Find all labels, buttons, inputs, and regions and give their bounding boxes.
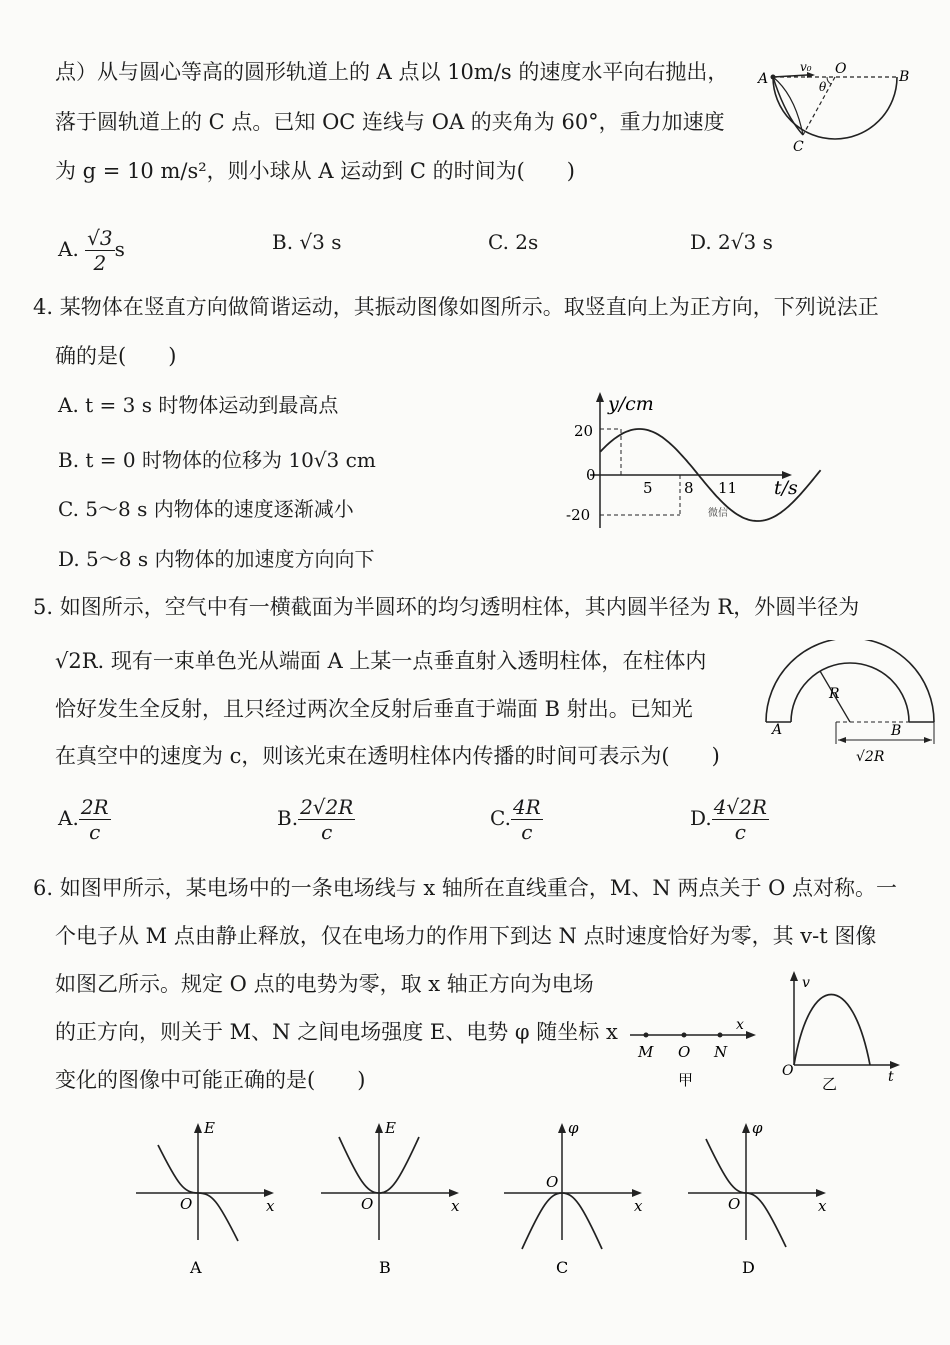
q5-option-d-letter: D. <box>690 806 712 830</box>
q6-graph-a[interactable] <box>130 1115 280 1280</box>
q6-yi-o: O <box>782 1063 794 1079</box>
q6-graph-c-ylabel: φ <box>568 1119 579 1137</box>
q4-watermark: 微信 <box>708 508 728 519</box>
q3-option-b[interactable]: B. √3 s <box>272 230 342 254</box>
q4-chart <box>560 388 860 538</box>
q5-option-a-letter: A. <box>58 806 79 830</box>
q4-xtick-11: 11 <box>718 479 738 497</box>
q3-option-d[interactable]: D. 2√3 s <box>690 230 773 254</box>
q5-option-c[interactable] <box>490 795 543 844</box>
q3-option-a[interactable]: A. $\frac{√3}{2}$ s <box>58 226 125 275</box>
q4-line-1: 4. 某物体在竖直方向做简谐运动，其振动图像如图所示。取竖直向上为正方向，下列说法正 <box>33 295 879 319</box>
q3-label-a: A <box>758 71 769 87</box>
q6-graph-d-origin: O <box>728 1195 741 1213</box>
q3-label-theta: θ <box>819 80 827 94</box>
q6-line-4: 的正方向，则关于 M、N 之间电场强度 E、电势 φ 随坐标 x <box>55 1020 618 1044</box>
q5-option-c-num: 4R <box>512 795 541 819</box>
q4-option-a[interactable]: A. t = 3 s 时物体运动到最高点 <box>58 393 339 417</box>
q4-xtick-8: 8 <box>684 479 694 497</box>
q6-line-3: 如图乙所示。规定 O 点的电势为零，取 x 轴正方向为电场 <box>55 972 594 996</box>
q5-label-b: B <box>891 723 902 739</box>
q6-yi-t: t <box>888 1069 894 1085</box>
q6-yi-v: v <box>802 975 810 991</box>
q6-graph-a-origin: O <box>180 1195 193 1213</box>
q5-option-a[interactable] <box>58 795 111 844</box>
q5-option-a-num: 2R <box>80 795 109 819</box>
q5-label-a: A <box>772 722 783 738</box>
q6-jia-n: N <box>714 1043 728 1061</box>
q6-figure-yi <box>778 965 908 1095</box>
q6-graph-d-xlabel: x <box>818 1197 827 1215</box>
q4-ylabel: y/cm <box>608 393 654 415</box>
q5-option-b-den: c <box>321 820 333 844</box>
q5-line-3: 恰好发生全反射，且只经过两次全反射后垂直于端面 B 射出。已知光 <box>55 697 693 721</box>
q3-line-2: 落于圆轨道上的 C 点。已知 OC 连线与 OA 的夹角为 60°，重力加速度 <box>55 110 725 134</box>
q5-option-a-den: c <box>89 820 101 844</box>
q3-label-v0: v₀ <box>800 60 812 74</box>
q6-graph-b-origin: O <box>361 1195 374 1213</box>
q6-graph-c-xlabel: x <box>634 1197 643 1215</box>
q6-graph-b-xlabel: x <box>451 1197 460 1215</box>
q3-label-c: C <box>793 139 804 155</box>
q6-line-1: 6. 如图甲所示，某电场中的一条电场线与 x 轴所在直线重合，M、N 两点关于 O 点对称。一 <box>33 876 898 900</box>
q5-option-d-num: 4√2R <box>713 795 767 819</box>
q5-option-b-letter: B. <box>277 806 299 830</box>
q4-option-d[interactable]: D. 5～8 s 内物体的加速度方向向下 <box>58 547 375 571</box>
q6-graph-a-letter: A <box>190 1258 202 1277</box>
q5-option-d[interactable] <box>690 795 769 844</box>
q3-option-c[interactable]: C. 2s <box>488 230 539 254</box>
q5-label-r: R <box>829 686 840 702</box>
q3-figure <box>755 55 925 155</box>
q6-yi-caption: 乙 <box>822 1075 838 1093</box>
q4-xlabel: t/s <box>774 477 798 499</box>
q4-ytick-neg20: -20 <box>566 506 591 524</box>
q6-graph-c[interactable] <box>498 1115 648 1280</box>
q5-label-outer: √2R <box>856 749 885 765</box>
q6-line-5: 变化的图像中可能正确的是( ) <box>55 1068 366 1092</box>
q6-line-2: 个电子从 M 点由静止释放，仅在电场力的作用下到达 N 点时速度恰好为零，其 v-t 图像 <box>55 924 877 948</box>
q3-line-1: 点）从与圆心等高的圆形轨道上的 A 点以 10m/s 的速度水平向右抛出， <box>55 60 729 84</box>
q6-graph-c-origin: O <box>546 1173 559 1191</box>
q5-figure <box>760 640 940 770</box>
q6-jia-o: O <box>678 1043 691 1061</box>
q6-graph-b-letter: B <box>379 1258 391 1277</box>
q6-graph-a-ylabel: E <box>204 1119 215 1137</box>
q6-figure-jia <box>628 1015 768 1095</box>
q4-ytick-0: 0 <box>586 466 596 484</box>
q6-graph-b[interactable] <box>315 1115 465 1280</box>
q4-xtick-5: 5 <box>643 479 653 497</box>
q4-line-2: 确的是( ) <box>55 344 177 368</box>
q4-ytick-20: 20 <box>574 422 594 440</box>
q5-line-1: 5. 如图所示，空气中有一横截面为半圆环的均匀透明柱体，其内圆半径为 R，外圆半径为 <box>33 595 860 619</box>
q4-option-b[interactable]: B. t = 0 时物体的位移为 10√3 cm <box>58 448 376 472</box>
q5-line-2: √2R. 现有一束单色光从端面 A 上某一点垂直射入透明柱体，在柱体内 <box>55 649 707 673</box>
q4-option-c[interactable]: C. 5～8 s 内物体的速度逐渐减小 <box>58 497 354 521</box>
q6-jia-m: M <box>638 1043 654 1061</box>
q6-graph-d-letter: D <box>742 1258 755 1277</box>
q5-option-d-den: c <box>734 820 746 844</box>
q6-graph-a-xlabel: x <box>266 1197 275 1215</box>
q5-option-c-letter: C. <box>490 806 511 830</box>
q5-option-b-num: 2√2R <box>300 795 354 819</box>
q3-label-b: B <box>899 69 910 85</box>
q6-jia-x: x <box>736 1017 744 1033</box>
q6-graph-d[interactable] <box>682 1115 832 1280</box>
q6-graph-c-letter: C <box>556 1258 569 1277</box>
q3-line-3: 为 g = 10 m/s²，则小球从 A 运动到 C 的时间为( ) <box>55 159 575 183</box>
q6-graph-b-ylabel: E <box>385 1119 396 1137</box>
q6-graph-d-ylabel: φ <box>752 1119 763 1137</box>
q3-label-o: O <box>835 61 847 77</box>
q6-jia-caption: 甲 <box>678 1071 694 1089</box>
q5-option-b[interactable] <box>277 795 355 844</box>
q5-line-4: 在真空中的速度为 c，则该光束在透明柱体内传播的时间可表示为( ) <box>55 744 720 768</box>
q5-option-c-den: c <box>521 820 533 844</box>
